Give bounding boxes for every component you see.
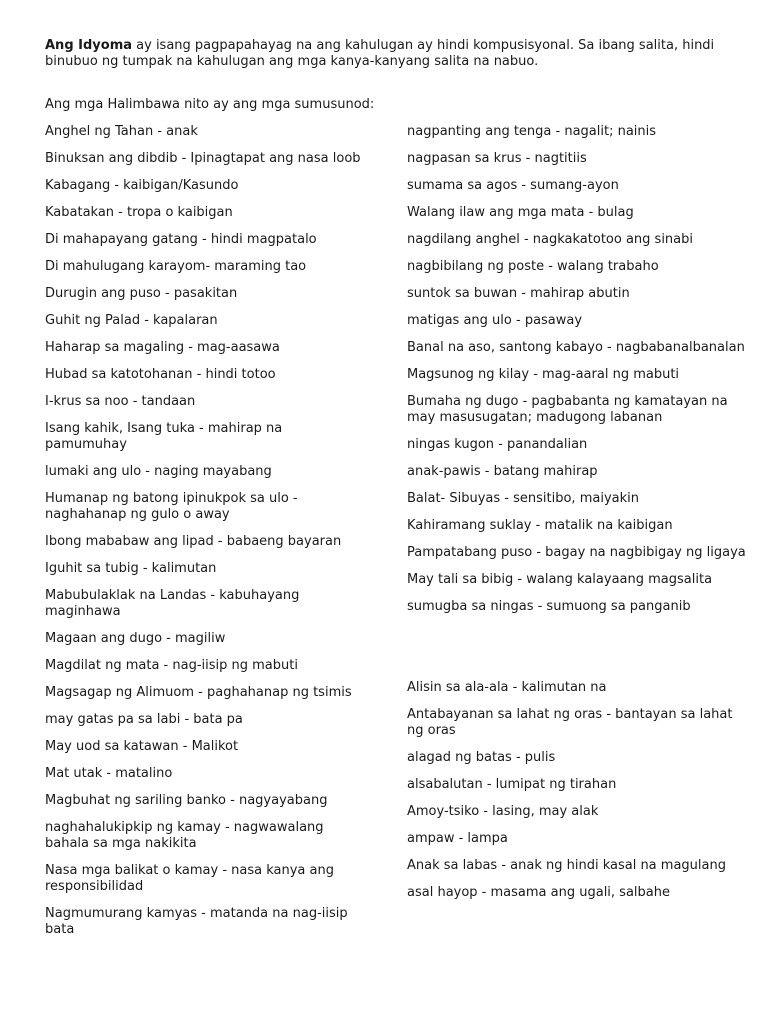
idiom-item: Walang ilaw ang mga mata - bulag [407, 205, 634, 220]
idiom-item: nagpanting ang tenga - nagalit; nainis [407, 124, 657, 139]
idiom-item: Guhit ng Palad - kapalaran [45, 313, 218, 328]
idiom-item: Alisin sa ala-ala - kalimutan na [407, 680, 607, 695]
idiom-item: alsabalutan - lumipat ng tirahan [407, 777, 617, 792]
idiom-item: Di mahapayang gatang - hindi magpatalo [45, 232, 317, 247]
idiom-item: naghahalukipkip ng kamay - nagwawalang bahala sa mga nakikita [45, 820, 324, 851]
idiom-item: Magsagap ng Alimuom - paghahanap ng tsimis [45, 685, 352, 700]
idiom-item: Nasa mga balikat o kamay - nasa kanya ang responsibilidad [45, 863, 334, 894]
idiom-item: sumama sa agos - sumang-ayon [407, 178, 619, 193]
idiom-item: May uod sa katawan - Malikot [45, 739, 239, 754]
intro-term: Ang Idyoma [45, 38, 133, 53]
idiom-item: Kahiramang suklay - matalik na kaibigan [407, 518, 673, 533]
column-gap [407, 626, 747, 680]
idiom-item: Isang kahik, Isang tuka - mahirap na pamumuhay [45, 421, 283, 452]
idiom-item: Magbuhat ng sariling banko - nagyayabang [45, 793, 328, 808]
idiom-item: Di mahulugang karayom- maraming tao [45, 259, 307, 274]
idiom-item: Mabubulaklak na Landas - kabuhayang maginhawa [45, 588, 300, 619]
idiom-item: Magdilat ng mata - nag-iisip ng mabuti [45, 658, 298, 673]
idiom-item: lumaki ang ulo - naging mayabang [45, 464, 272, 479]
idiom-item: nagdilang anghel - nagkakatotoo ang sinabi [407, 232, 694, 247]
idiom-item: matigas ang ulo - pasaway [407, 313, 583, 328]
idiom-item: nagbibilang ng poste - walang trabaho [407, 259, 659, 274]
intro-text: ay isang pagpapahayag na ang kahulugan ay hindi kompusisyonal. Sa ibang salita, hindi binubuo ng tumpak na kahulugan ang mga kanya-kanyang salita na nabuo. [45, 38, 715, 69]
idiom-item: Banal na aso, santong kabayo - nagbabanalbanalan [407, 340, 745, 355]
left-column [45, 124, 365, 949]
idiom-item: Anak sa labas - anak ng hindi kasal na magulang [407, 858, 726, 873]
right-list-b [407, 680, 747, 901]
idiom-item: Kabatakan - tropa o kaibigan [45, 205, 233, 220]
idiom-item: Iguhit sa tubig - kalimutan [45, 561, 217, 576]
idiom-item: I-krus sa noo - tandaan [45, 394, 196, 409]
right-list-a [407, 124, 747, 615]
idiom-item: Durugin ang puso - pasakitan [45, 286, 238, 301]
idiom-item: Antabayanan sa lahat ng oras - bantayan sa lahat ng oras [407, 707, 733, 738]
idiom-item: Nagmumurang kamyas - matanda na nag-iisip bata [45, 906, 348, 937]
idiom-item: Pampatabang puso - bagay na nagbibigay ng ligaya [407, 545, 746, 560]
idiom-item: Magsunog ng kilay - mag-aaral ng mabuti [407, 367, 680, 382]
idiom-item: Amoy-tsiko - lasing, may alak [407, 804, 599, 819]
idiom-item: ningas kugon - panandalian [407, 437, 588, 452]
idiom-item: Kabagang - kaibigan/Kasundo [45, 178, 239, 193]
idiom-item: nagpasan sa krus - nagtitiis [407, 151, 587, 166]
idiom-item: Hubad sa katotohanan - hindi totoo [45, 367, 276, 382]
idiom-item: ampaw - lampa [407, 831, 508, 846]
examples-lead: Ang mga Halimbawa nito ay ang mga sumusunod: [45, 97, 375, 112]
idiom-item: Haharap sa magaling - mag-aasawa [45, 340, 280, 355]
idiom-item: Mat utak - matalino [45, 766, 173, 781]
idiom-item: Magaan ang dugo - magiliw [45, 631, 226, 646]
idiom-item: sumugba sa ningas - sumuong sa panganib [407, 599, 691, 614]
idiom-item: Ibong mababaw ang lipad - babaeng bayaran [45, 534, 342, 549]
idiom-item: Binuksan ang dibdib - Ipinagtapat ang nasa loob [45, 151, 361, 166]
idiom-item: May tali sa bibig - walang kalayaang magsalita [407, 572, 713, 587]
idiom-item: Balat- Sibuyas - sensitibo, maiyakin [407, 491, 639, 506]
idiom-item: Bumaha ng dugo - pagbabanta ng kamatayan na may masusugatan; madugong labanan [407, 394, 728, 425]
idiom-item: alagad ng batas - pulis [407, 750, 556, 765]
right-column [407, 124, 747, 912]
intro-paragraph [45, 38, 745, 70]
idiom-item: Anghel ng Tahan - anak [45, 124, 198, 139]
idiom-item: asal hayop - masama ang ugali, salbahe [407, 885, 670, 900]
idiom-item: suntok sa buwan - mahirap abutin [407, 286, 630, 301]
idiom-item: Humanap ng batong ipinukpok sa ulo - naghahanap ng gulo o away [45, 491, 298, 522]
idiom-item: anak-pawis - batang mahirap [407, 464, 598, 479]
idiom-item: may gatas pa sa labi - bata pa [45, 712, 243, 727]
